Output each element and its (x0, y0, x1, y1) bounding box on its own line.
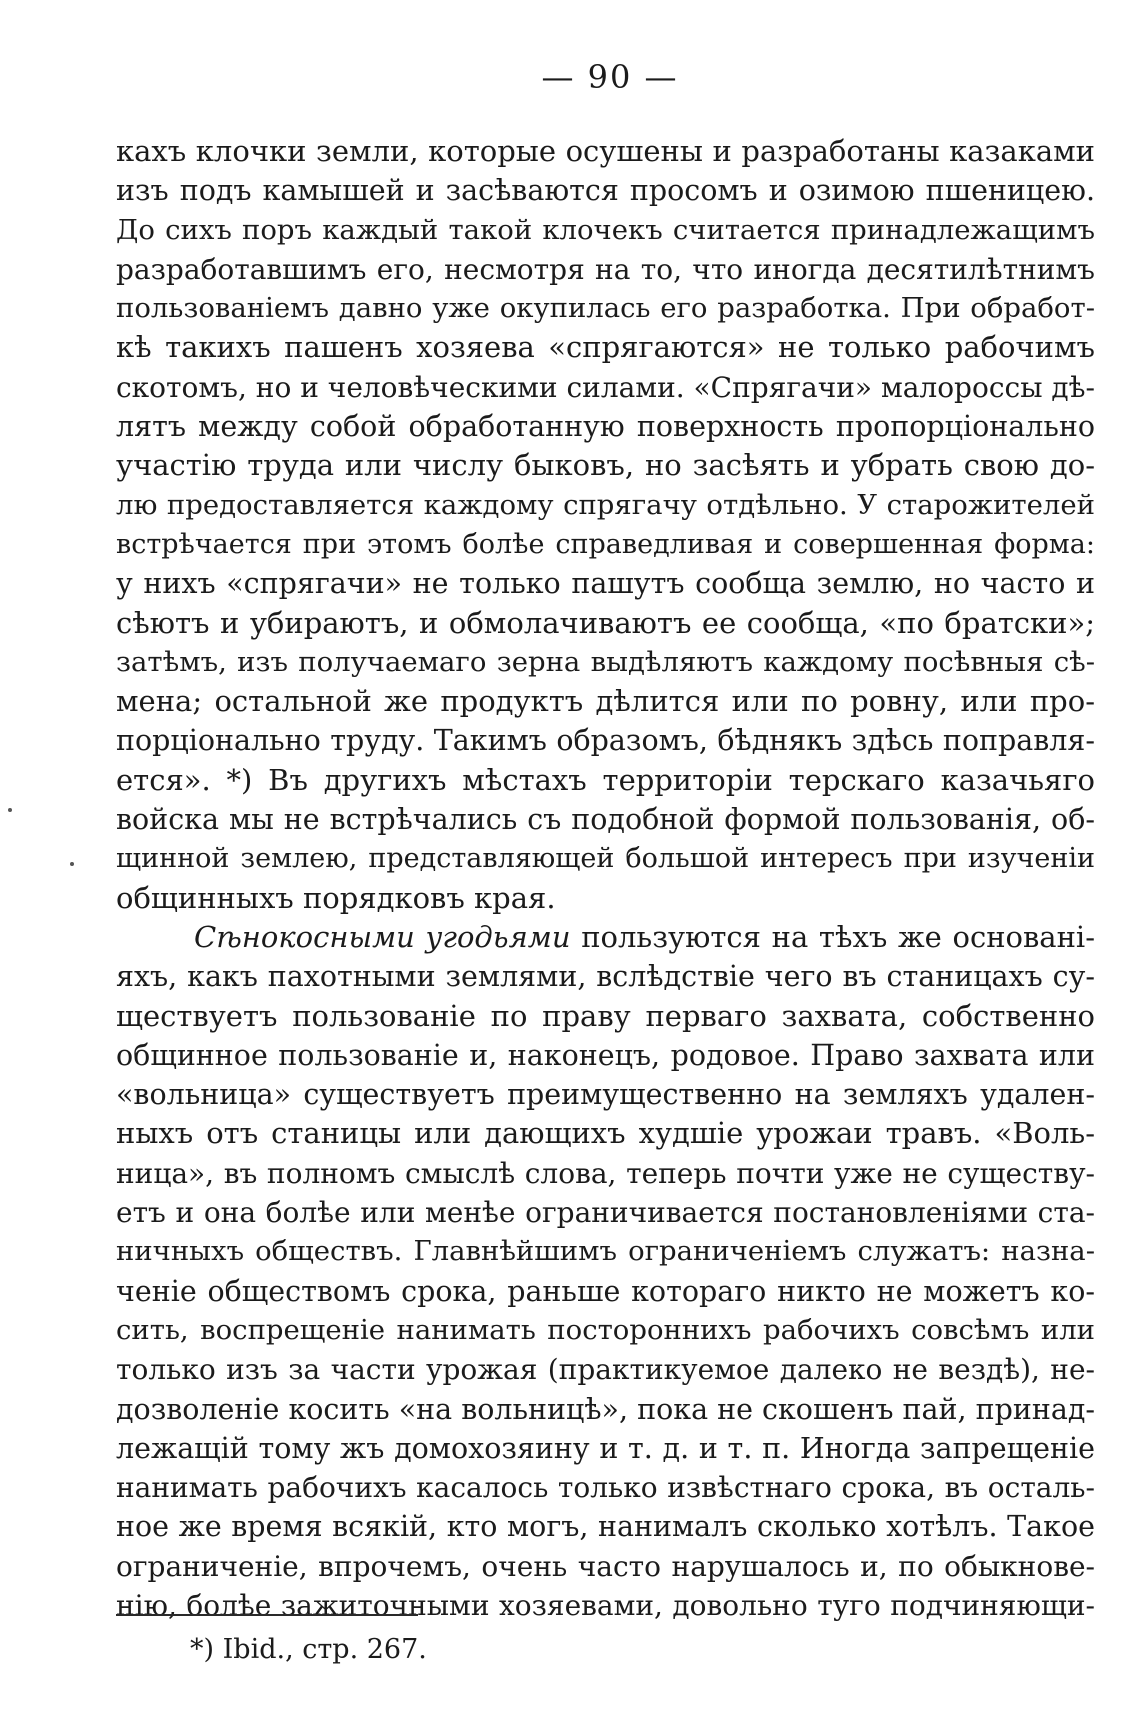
text-line: яхъ, какъ пахотными землями, вслѣдствіе чего въ станицахъ су- (116, 960, 1095, 994)
lead-line-rest: пользуются на тѣхъ же основані- (570, 919, 1095, 954)
text-line: мена; остальной же продуктъ дѣлится или по ровну, или про- (116, 684, 1095, 719)
text-line: ница», въ полномъ смыслѣ слова, теперь почти уже не существу- (116, 1156, 1095, 1190)
text-line: только изъ за части урожая (практикуемое далеко не вездѣ), не- (116, 1353, 1095, 1387)
text-line: «вольница» существуетъ преимущественно на земляхъ удален- (116, 1078, 1095, 1112)
text-line: у нихъ «спрягачи» не только пашутъ сообща землю, но часто и (116, 567, 1095, 601)
text-line: изъ подъ камышей и засѣваются просомъ и озимою пшеницею. (116, 174, 1095, 208)
paragraph-lead-line (116, 918, 1095, 957)
text-line: войска мы не встрѣчались съ подобной формой пользованія, об- (116, 803, 1095, 837)
text-line: ничныхъ обществъ. Главнѣйшимъ ограниченіемъ служатъ: назна- (116, 1235, 1095, 1268)
text-line: ное же время всякій, кто могъ, нанималъ сколько хотѣлъ. Такое (116, 1510, 1095, 1544)
italic-term: Сѣнокосными угодьями (194, 919, 571, 954)
text-line: пользованіемъ давно уже окупилась его разработка. При обработ- (116, 292, 1095, 325)
text-line: разработавшимъ его, несмотря на то, что иногда десятилѣтнимъ (116, 252, 1095, 286)
text-line: ществуетъ пользованіе по праву перваго захвата, собственно (116, 998, 1095, 1033)
footnote-divider (116, 1614, 418, 1616)
text-line: лю предоставляется каждому спрягачу отдѣльно. У старожителей (116, 488, 1095, 521)
text-line: ченіе обществомъ срока, раньше котораго никто не можетъ ко- (116, 1274, 1095, 1308)
text-line: скотомъ, но и человѣческими силами. «Спрягачи» малороссы дѣ- (116, 370, 1095, 404)
text-line: участію труда или числу быковъ, но засѣять и убрать свою до- (116, 448, 1095, 483)
text-line: сѣютъ и убираютъ, и обмолачиваютъ ее сообща, «по братски»; (116, 605, 1095, 640)
text-line: общинное пользованіе и, наконецъ, родовое. Право захвата или (116, 1038, 1095, 1072)
text-line: дозволеніе косить «на вольницѣ», пока не скошенъ пай, принад- (116, 1392, 1095, 1426)
page-number: — 90 — (541, 58, 679, 96)
footnote: *) Ibid., стр. 267. (190, 1634, 427, 1665)
text-line: ныхъ отъ станицы или дающихъ худшіе урожаи травъ. «Воль- (116, 1116, 1095, 1151)
text-line: порціонально труду. Такимъ образомъ, бѣднякъ здѣсь поправля- (116, 724, 1095, 758)
text-line: нанимать рабочихъ касалось только извѣстнаго срока, въ осталь- (116, 1471, 1095, 1505)
text-line: встрѣчается при этомъ болѣе справедливая и совершенная форма: (116, 528, 1095, 560)
text-line: кѣ такихъ пашенъ хозяева «спрягаются» не только рабочимъ (116, 330, 1095, 365)
text-line: До сихъ поръ каждый такой клочекъ считается принадлежащимъ (116, 213, 1095, 246)
margin-speck (70, 862, 74, 866)
text-line: сить, воспрещеніе нанимать постороннихъ рабочихъ совсѣмъ или (116, 1313, 1095, 1346)
text-line: лежащій тому жъ домохозяину и т. д. и т. п. Иногда запрещеніе (116, 1431, 1095, 1465)
text-line: общинныхъ порядковъ края. (116, 880, 556, 915)
text-line: кахъ клочки земли, которые осушены и разработаны казаками (116, 134, 1095, 168)
text-line: ется». *) Въ другихъ мѣстахъ территоріи терскаго казачьяго (116, 762, 1095, 797)
text-line: лятъ между собой обработанную поверхность пропорціонально (116, 410, 1095, 444)
body-text (116, 132, 1095, 1625)
text-line: етъ и она болѣе или менѣе ограничивается постановленіями ста- (116, 1196, 1095, 1230)
margin-speck (8, 808, 12, 812)
text-line: ограниченіе, впрочемъ, очень часто нарушалось и, по обыкнове- (116, 1549, 1095, 1583)
text-line: нію, болѣе зажиточными хозяевами, довольно туго подчиняющи- (116, 1588, 1095, 1622)
text-line: щинной землею, представляющей большой интересъ при изученіи (116, 843, 1095, 875)
text-line: затѣмъ, изъ получаемаго зерна выдѣляютъ каждому посѣвныя сѣ- (116, 645, 1095, 678)
